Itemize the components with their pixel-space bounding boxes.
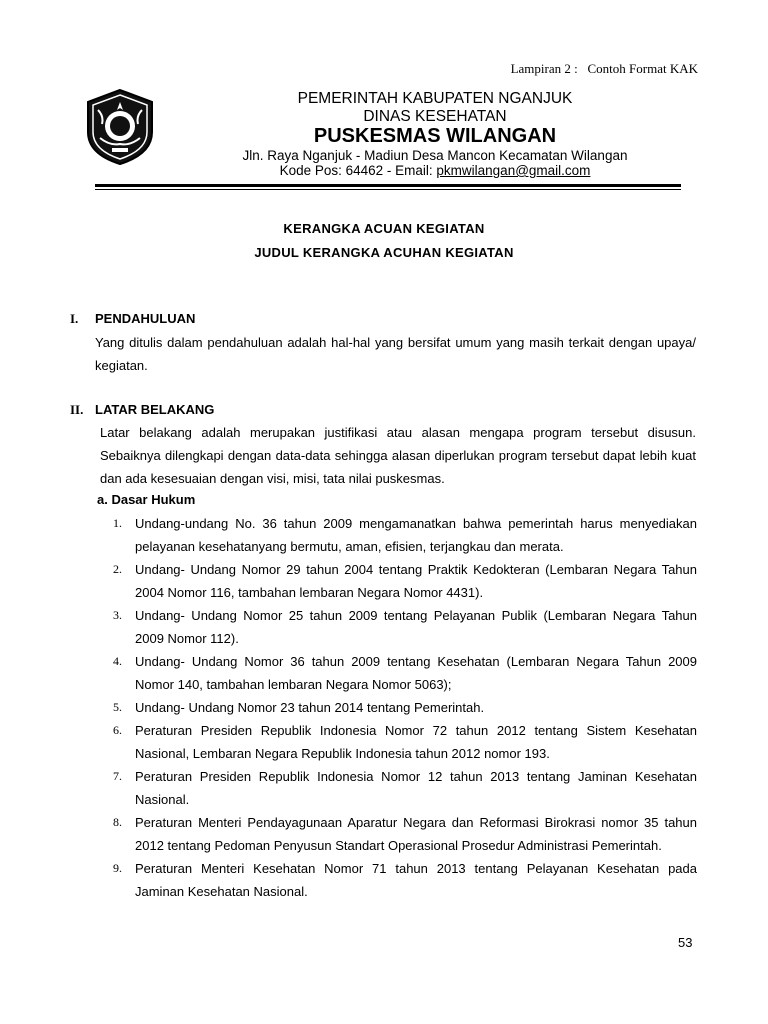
list-item-text: Undang- Undang Nomor 23 tahun 2014 tentang Pemerintah. [135, 700, 485, 715]
list-item-text: Peraturan Menteri Kesehatan Nomor 71 tahun 2013 tentang Pelayanan Kesehatan pada Jaminan Kesehatan Nasional. [135, 861, 697, 899]
list-item-number: 3. [113, 608, 122, 622]
list-item-text: Undang- Undang Nomor 36 tahun 2009 tentang Kesehatan (Lembaran Negara Tahun 2009 Nomor 140, tambahan lembaran Negara Nomor 5063); [135, 654, 697, 692]
letterhead-rule-thick [95, 184, 681, 187]
list-item [113, 558, 697, 604]
document-subtitle: JUDUL KERANGKA ACUHAN KEGIATAN [254, 245, 514, 260]
email-link[interactable]: pkmwilangan@gmail.com [436, 163, 591, 178]
postal-email-label: Kode Pos: 64462 - Email: [279, 163, 437, 178]
list-item-number: 6. [113, 723, 122, 737]
document-title: KERANGKA ACUAN KEGIATAN [283, 221, 485, 236]
list-item-number: 8. [113, 815, 122, 829]
list-item-text: Undang-undang No. 36 tahun 2009 mengamanatkan bahwa pemerintah harus menyediakan pelayanan kesehatanyang bermutu, aman, efisien, terjangkau dan merata. [135, 516, 697, 554]
section-heading-pendahuluan: PENDAHULUAN [95, 311, 196, 326]
letterhead-rule-thin [95, 189, 681, 190]
list-item [113, 765, 697, 811]
list-item-number: 2. [113, 562, 122, 576]
institution-name: PUSKESMAS WILANGAN [313, 125, 557, 147]
section-heading-latar-belakang: LATAR BELAKANG [95, 402, 215, 417]
list-item-text: Undang- Undang Nomor 25 tahun 2009 tentang Pelayanan Publik (Lembaran Negara Tahun 2009 Nomor 112). [135, 608, 697, 646]
list-item-number: 1. [113, 516, 122, 530]
list-item-text: Undang- Undang Nomor 29 tahun 2004 tentang Praktik Kedokteran (Lembaran Negara Tahun 2004 Nomor 116, tambahan lembaran Negara Nomor 4431). [135, 562, 697, 600]
agency-name: DINAS KESEHATAN [363, 108, 507, 125]
list-item [113, 650, 697, 696]
list-item-text: Peraturan Menteri Pendayagunaan Aparatur Negara dan Reformasi Birokrasi nomor 35 tahun 2012 tentang Pedoman Penyusun Standart Operasional Prosedur Administrasi Pemerintah. [135, 815, 697, 853]
list-item [113, 696, 697, 719]
list-item [113, 857, 697, 903]
list-item-number: 5. [113, 700, 122, 714]
section-number: I. [70, 311, 79, 326]
contact-line [190, 163, 680, 179]
address-line: Jln. Raya Nganjuk - Madiun Desa Mancon Kecamatan Wilangan [242, 148, 628, 163]
list-item-number: 4. [113, 654, 122, 668]
subsection-heading-dasar-hukum: a. Dasar Hukum [97, 492, 196, 507]
list-item [113, 719, 697, 765]
list-item-text: Peraturan Presiden Republik Indonesia Nomor 72 tahun 2012 tentang Sistem Kesehatan Nasional, Lembaran Negara Republik Indonesia tahun 2012 nomor 193. [135, 723, 697, 761]
list-item [113, 604, 697, 650]
section-body-latar-belakang: Latar belakang adalah merupakan justifikasi atau alasan mengapa program tersebut disusun. Sebaiknya dilengkapi dengan data-data sehingga alasan diperlukan program tersebut dapat lebih kuat dan ada kesesuaian dengan visi, misi, tata nilai puskesmas. [100, 425, 696, 486]
list-item [113, 512, 697, 558]
page-number: 53 [678, 935, 693, 950]
appendix-label: Lampiran 2 : Contoh Format KAK [510, 61, 698, 76]
government-name: PEMERINTAH KABUPATEN NGANJUK [297, 90, 573, 107]
regency-crest-icon [82, 88, 158, 166]
section-body-pendahuluan: Yang ditulis dalam pendahuluan adalah hal-hal yang bersifat umum yang masih terkait dengan upaya/ kegiatan. [95, 335, 696, 373]
list-item-number: 7. [113, 769, 122, 783]
legal-basis-list [113, 512, 697, 903]
list-item-text: Peraturan Presiden Republik Indonesia Nomor 12 tahun 2013 tentang Jaminan Kesehatan Nasional. [135, 769, 697, 807]
section-number: II. [70, 402, 84, 417]
list-item-number: 9. [113, 861, 122, 875]
list-item [113, 811, 697, 857]
